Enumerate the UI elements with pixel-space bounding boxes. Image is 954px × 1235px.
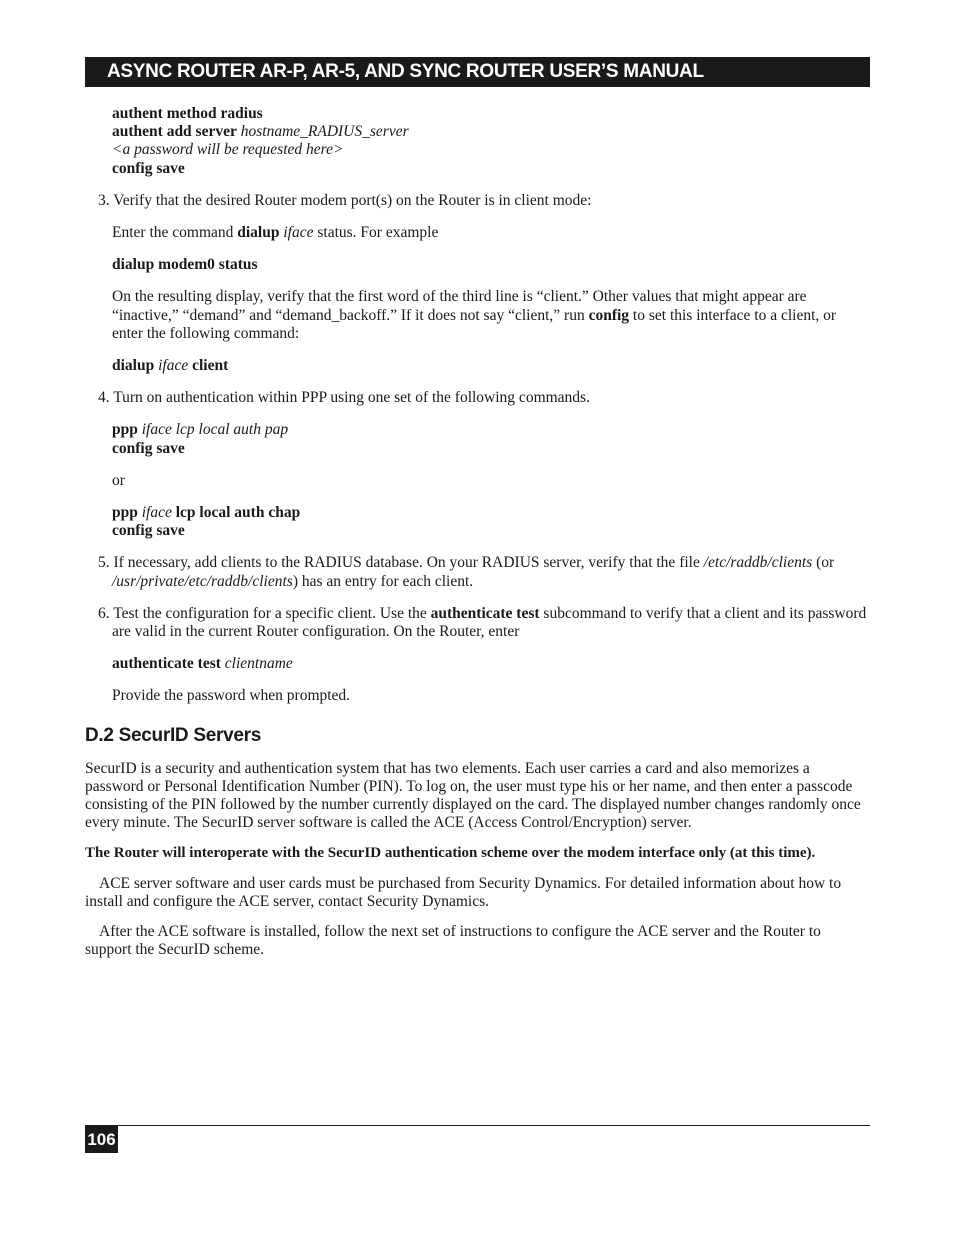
step-3-code2 — [112, 357, 870, 375]
section-paragraph-4: After the ACE software is installed, follow the next set of instructions to configure the ACE server and the Router to support the SecurID scheme. — [85, 923, 821, 959]
code-line: config save — [112, 522, 185, 540]
code-argument: hostname_RADIUS_server — [240, 123, 409, 141]
code-command: lcp local auth chap — [175, 504, 301, 522]
text: Enter the command — [112, 224, 238, 242]
code-command: dialup — [112, 357, 155, 375]
inline-command: dialup — [237, 224, 280, 242]
inline-argument: iface — [283, 224, 314, 242]
code-argument: iface — [141, 504, 172, 522]
step-6-code — [112, 655, 870, 673]
code-command: authent add server — [112, 123, 237, 141]
section-heading: D.2 SecurID Servers — [85, 724, 261, 746]
file-path: /etc/raddb/clients — [703, 554, 813, 572]
page-number: 106 — [85, 1126, 118, 1153]
step-4-code-a — [112, 421, 870, 457]
step-4-or: or — [112, 471, 125, 489]
step-4: 4. Turn on authentication within PPP using one set of the following commands. — [98, 389, 590, 407]
code-command: client — [192, 357, 229, 375]
code-command: ppp — [112, 421, 138, 439]
code-line: authent method radius — [112, 105, 263, 122]
section-paragraph-1: SecurID is a security and authentication system that has two elements. Each user carries a card and also memorizes a password or Personal Identification Number (PIN). To log on, the user must type his or her name, and then enter a passcode consisting of the PIN followed by the number currently displayed on the card. The displayed number changes randomly once every minute. The SecurID server software is called the ACE (Access Control/Encryption) server. — [85, 759, 861, 832]
text: ) has an entry for each client. — [292, 572, 474, 590]
step-3-result — [112, 288, 870, 343]
text: On the resulting display, verify that the first word of the third line is “client.” Other values that might appear are “inactive,” “demand” and “demand_backoff.” If it does not say “client,” run — [112, 288, 807, 324]
text: subcommand to verify that a client and its password are valid in the current Router configuration. On the Router, enter — [112, 604, 867, 641]
code-line — [112, 123, 870, 141]
code-line — [112, 504, 870, 522]
step-5 — [85, 554, 870, 590]
text: status. For example — [313, 224, 439, 242]
section-paragraph-3: ACE server software and user cards must be purchased from Security Dynamics. For detailed information about how to install and configure the ACE server, contact Security Dynamics. — [85, 874, 842, 910]
code-line: config save — [112, 159, 185, 177]
code-command: authenticate test — [112, 655, 221, 673]
step-3-enter — [112, 224, 870, 242]
step-6-prompt: Provide the password when prompted. — [112, 687, 351, 705]
text: 5. If necessary, add clients to the RADIUS database. On your RADIUS server, verify that the file — [98, 554, 704, 572]
inline-command: authenticate test — [430, 604, 540, 622]
running-header: ASYNC ROUTER AR-P, AR-5, AND SYNC ROUTER USER’S MANUAL — [85, 57, 870, 87]
inline-command: config — [588, 306, 630, 324]
radius-code-block — [112, 105, 870, 178]
text: to set this interface to a client, or enter the following command: — [112, 306, 837, 342]
section-paragraph-2: The Router will interoperate with the SecurID authentication scheme over the modem interface only (at this time). — [85, 845, 816, 862]
step-3-code: dialup modem0 status — [112, 256, 258, 274]
code-argument: clientname — [224, 655, 293, 673]
code-argument: iface lcp local auth pap — [141, 421, 289, 439]
step-4-code-b — [112, 504, 870, 540]
code-line: <a password will be requested here> — [112, 141, 344, 159]
page-content — [85, 105, 870, 960]
code-argument: iface — [158, 357, 189, 375]
code-command: ppp — [112, 504, 138, 522]
step-6 — [85, 605, 870, 641]
text: (or — [812, 554, 835, 572]
code-line — [112, 421, 870, 439]
footer-rule — [85, 1125, 870, 1126]
step-3: 3. Verify that the desired Router modem port(s) on the Router is in client mode: — [98, 191, 592, 209]
file-path: /usr/private/etc/raddb/clients — [112, 572, 293, 590]
code-line: config save — [112, 439, 185, 457]
text: 6. Test the configuration for a specific client. Use the — [98, 604, 431, 622]
